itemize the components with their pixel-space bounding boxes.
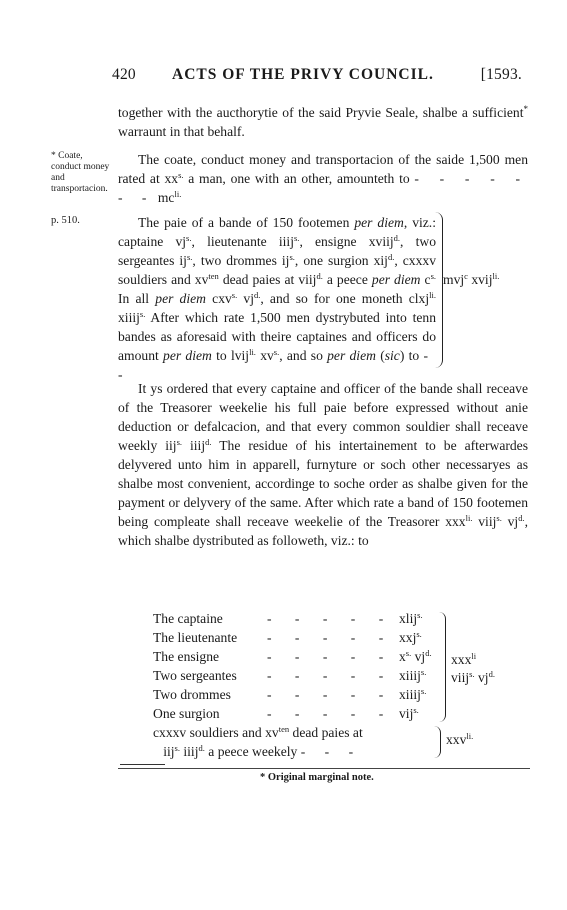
year-marker: [1593. xyxy=(480,66,522,83)
paragraph-coate: The coate, conduct money and transportacion of the saide 1,500 men rated at $xx^{s.}$ a man, one with an other, amounteth to - - - - - - - $mc^{li.}$ xyxy=(118,152,528,205)
footnote-rule-short xyxy=(120,764,165,765)
list-item-label: One surgion xyxy=(153,706,220,721)
list-item xyxy=(153,628,453,647)
brace-paie xyxy=(434,212,443,368)
list-item-value: xiiij$^{s.}$ xyxy=(399,686,427,702)
leader-dots: - - - - - xyxy=(267,687,394,702)
list-item-value: xiiij$^{s.}$ xyxy=(399,667,427,683)
list-item xyxy=(153,647,453,666)
brace-band-total xyxy=(439,612,446,722)
leader-dots: - - - - - xyxy=(267,649,394,664)
margin-note-page-ref: p. 510. xyxy=(51,215,80,226)
page-header xyxy=(112,66,522,88)
list-item-value: xxj$^{s.}$ xyxy=(399,629,422,645)
list-item-value: $x^{s.}$ $vj^{d.}$ xyxy=(399,648,432,664)
souldiers-row: cxxxv souldiers and $xv^{ten}$ dead paies at iij$^{s.}$ iiij$^{d.}$ a peece weekely - - - xyxy=(153,724,363,759)
list-item xyxy=(153,685,453,704)
list-item xyxy=(153,666,453,685)
list-item-label: The lieutenante xyxy=(153,630,238,645)
list-item xyxy=(153,704,453,723)
list-item-label: The captaine xyxy=(153,611,223,626)
footnote-rule xyxy=(118,768,530,769)
leader-dots: - - - - - xyxy=(267,611,394,626)
leader-dots: - - - - - xyxy=(267,630,394,645)
paragraph-paie: The paie of a bande of 150 footemen per diem, viz.: captaine $vj^{s.}$, lieutenante iiij$^{s.}$, ensigne xviij$^{d.}$, two sergeantes $ij^{s.}$, two drommes $ij^{s.}$, one surgion xij$^{d.}$, cxxxv souldiers and $xv^{ten}$ dead paies at viij$^{d.}$ a peece per diem $c^{s.}$ In all per diem cxv$^{s.}$ $vj^{d.}$, and so for one moneth clxj$^{li.}$ xiiij$^{s.}$ After which rate 1,500 men dystrybuted into tenn bandes as aforesaid with theire captaines and officers do amount per diem to lvij$^{li.}$ $xv^{s.}$, and so per diem (sic) to - - xyxy=(118,215,437,382)
paragraph-order: It ys ordered that every captaine and officer of the bande shall receave of the Treasorer weekelie his full paie before expressed without anie deduction or defalcacion, and that every common souldier shall receave weekly iij$^{s.}$ iiij$^{d.}$ The residue of his intertainement to be afterwardes delyvered unto him in apparell, furnyture or soch other necessaryes as shalbe most convenient, accordinge to soche order as shalbe given for the payment or delyvery of the same. After which rate a band of 150 footemen being compleate shall receave weekelie of the Treasorer xxx$^{li.}$ viij$^{s.}$ $vj^{d.}$, which shalbe dystributed as followeth, viz.: to xyxy=(118,381,528,548)
brace-souldiers xyxy=(434,726,441,758)
leader-dots: - - - - - xyxy=(267,706,394,721)
brace-total-band: xxx$^{li}$ viij$^{s.}$ $vj^{d.}$ xyxy=(451,651,495,685)
brace-total-souldiers: xxv$^{li.}$ xyxy=(446,731,474,747)
list-item-label: The ensigne xyxy=(153,649,220,664)
leader-dots: - - - - - xyxy=(267,668,394,683)
margin-note-coate: * Coate, conduct money and transportacion. xyxy=(51,151,110,194)
list-item-value: vij$^{s.}$ xyxy=(399,705,419,721)
list-item-label: Two sergeantes xyxy=(153,668,237,683)
paragraph-continuation: together with the aucthorytie of the said Pryvie Seale, shalbe a sufficient* warraunt in that behalf. xyxy=(118,104,528,139)
page-number: 420 xyxy=(112,66,136,83)
list-item-label: Two drommes xyxy=(153,687,231,702)
list-item-value: xlij$^{s.}$ xyxy=(399,610,423,626)
footnote: * Original marginal note. xyxy=(260,772,374,783)
list-item xyxy=(153,609,453,628)
distribution-list xyxy=(153,609,453,723)
brace-total-paie: mvj$^c$ xvij$^{li.}$ xyxy=(443,271,500,287)
running-title: ACTS OF THE PRIVY COUNCIL. xyxy=(172,66,434,83)
